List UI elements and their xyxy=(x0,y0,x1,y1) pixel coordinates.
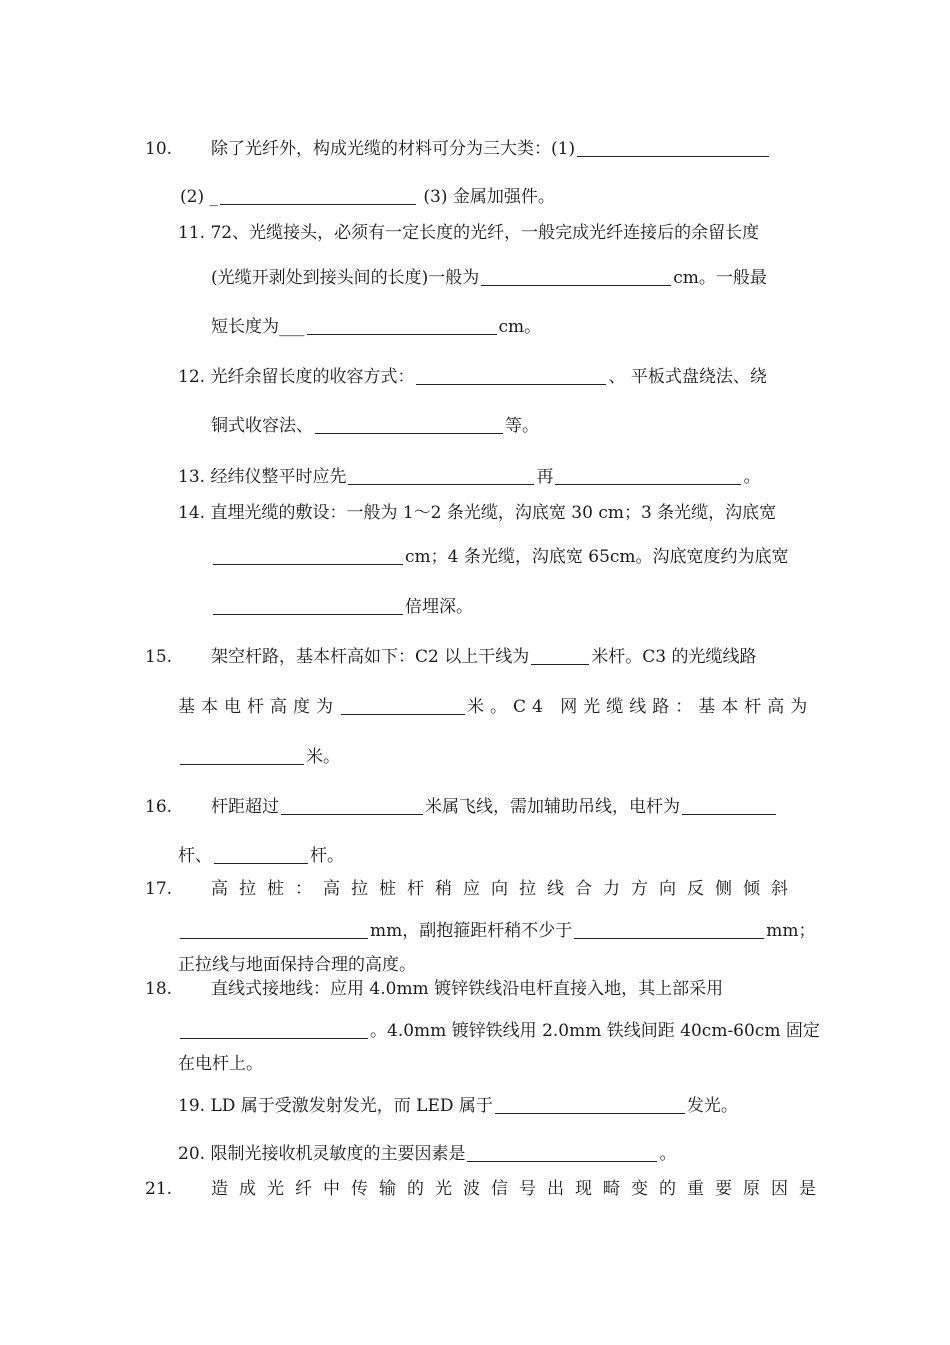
q17-line1: 高拉桩：高拉桩杆稍应向拉线合力方向反侧倾斜 xyxy=(211,879,799,899)
q18-text: 。4.0mm 镀锌铁线用 2.0mm 铁线间距 40cm-60cm 固定 xyxy=(370,1021,820,1041)
fill-blank[interactable] xyxy=(682,796,776,815)
q11-line2 xyxy=(211,267,767,289)
fill-blank[interactable] xyxy=(315,415,503,434)
fill-blank[interactable] xyxy=(180,1020,368,1039)
q11-line1: 11. 72、光缆接头，必须有一定长度的光纤，一般完成光纤连接后的余留长度 xyxy=(178,223,760,243)
q20-line1 xyxy=(178,1143,676,1165)
q12-text: 、 平板式盘绕法、绕 xyxy=(608,367,767,387)
q19-line1 xyxy=(178,1095,738,1117)
q16-line2 xyxy=(178,845,344,867)
q10-text: 除了光纤外，构成光缆的材料可分为三大类：(1) xyxy=(211,139,576,159)
q15-line3 xyxy=(178,746,340,768)
fill-blank[interactable] xyxy=(555,466,741,485)
q15-text: 架空杆路，基本杆高如下：C2 以上干线为 xyxy=(211,647,530,667)
q12-text: 铜式收容法、 xyxy=(211,416,313,436)
fill-blank[interactable] xyxy=(220,186,416,205)
q10-line1 xyxy=(211,138,771,160)
fill-blank[interactable] xyxy=(577,138,769,157)
fill-blank[interactable] xyxy=(481,267,671,286)
q12-line1 xyxy=(178,366,767,388)
question-number: 21. xyxy=(145,1179,173,1199)
q15-text: 米。 xyxy=(306,747,340,767)
q14-line1: 14. 直埋光缆的敷设：一般为 1～2 条光缆，沟底宽 30 cm；3 条光缆，沟底宽 xyxy=(178,503,777,523)
q14-text: cm；4 条光缆，沟底宽 65cm。沟底宽度约为底宽 xyxy=(405,547,789,567)
q17-line2 xyxy=(178,920,816,942)
fill-blank[interactable] xyxy=(341,696,465,715)
fill-blank[interactable] xyxy=(281,796,423,815)
q16-line1 xyxy=(211,796,778,818)
fill-blank[interactable] xyxy=(213,596,403,615)
q12-line2 xyxy=(211,415,539,437)
q12-text: 等。 xyxy=(505,416,539,436)
q15-text: 米。C4 网光缆线路：基本杆高为 xyxy=(467,697,814,717)
q20-text: 。 xyxy=(659,1144,677,1164)
q15-text: 米杆。C3 的光缆线路 xyxy=(591,647,757,667)
fill-blank[interactable] xyxy=(467,1143,657,1162)
q10-line2 xyxy=(180,186,555,208)
q15-text: 基本电杆高度为 xyxy=(178,697,339,717)
q10-text: (2) _ xyxy=(180,187,218,207)
q21-line1: 造成光纤中传输的光波信号出现畸变的重要原因是 xyxy=(211,1179,827,1199)
q13-text: 再 xyxy=(536,467,554,487)
q15-line1 xyxy=(211,646,756,668)
q14-line2 xyxy=(211,546,789,568)
fill-blank[interactable] xyxy=(574,920,764,939)
q13-text: 。 xyxy=(743,467,761,487)
q16-text: 杆距超过 xyxy=(211,797,279,817)
fill-blank[interactable] xyxy=(531,646,589,665)
fill-blank[interactable] xyxy=(180,746,304,765)
q11-text: cm。一般最 xyxy=(673,268,767,288)
fill-blank[interactable] xyxy=(307,316,497,335)
q18-line2 xyxy=(178,1020,820,1042)
question-number: 17. xyxy=(145,879,173,899)
q11-text: cm。 xyxy=(498,317,542,337)
q19-text: 发光。 xyxy=(686,1096,738,1116)
q11-text: (光缆开剥处到接头间的长度)一般为 xyxy=(211,268,480,288)
q10-text: (3) 金属加强件。 xyxy=(423,187,555,207)
fill-blank[interactable] xyxy=(416,366,606,385)
q14-text: 倍埋深。 xyxy=(405,597,473,617)
q14-line3 xyxy=(211,596,473,618)
q15-line2 xyxy=(178,696,813,718)
q13-text: 13. 经纬仪整平时应先 xyxy=(178,467,347,487)
fill-blank[interactable] xyxy=(495,1095,685,1114)
q17-line3: 正拉线与地面保持合理的高度。 xyxy=(178,955,416,975)
fill-blank[interactable] xyxy=(180,920,368,939)
q20-text: 20. 限制光接收机灵敏度的主要因素是 xyxy=(178,1144,466,1164)
question-number: 16. xyxy=(145,797,173,817)
q19-text: 19. LD 属于受激发射发光，而 LED 属于 xyxy=(178,1096,493,1116)
q16-text: 杆、 xyxy=(178,846,212,866)
q17-text: mm，副抱箍距杆稍不少于 xyxy=(370,921,573,941)
question-number: 15. xyxy=(145,647,173,667)
question-number: 18. xyxy=(145,979,173,999)
q18-line3: 在电杆上。 xyxy=(178,1054,263,1074)
q18-line1: 直线式接地线：应用 4.0mm 镀锌铁线沿电杆直接入地，其上部采用 xyxy=(211,979,724,999)
question-number: 10. xyxy=(145,139,173,159)
fill-blank[interactable] xyxy=(213,546,403,565)
fill-blank[interactable] xyxy=(214,845,308,864)
q12-text: 12. 光纤余留长度的收容方式： xyxy=(178,367,415,387)
q11-line3 xyxy=(211,316,541,338)
q17-text: mm； xyxy=(766,921,816,941)
q11-text: 短长度为___ xyxy=(211,317,305,337)
q13-line1 xyxy=(178,466,760,488)
q16-text: 米属飞线，需加辅助吊线，电杆为 xyxy=(425,797,680,817)
q16-text: 杆。 xyxy=(310,846,344,866)
fill-blank[interactable] xyxy=(348,466,534,485)
